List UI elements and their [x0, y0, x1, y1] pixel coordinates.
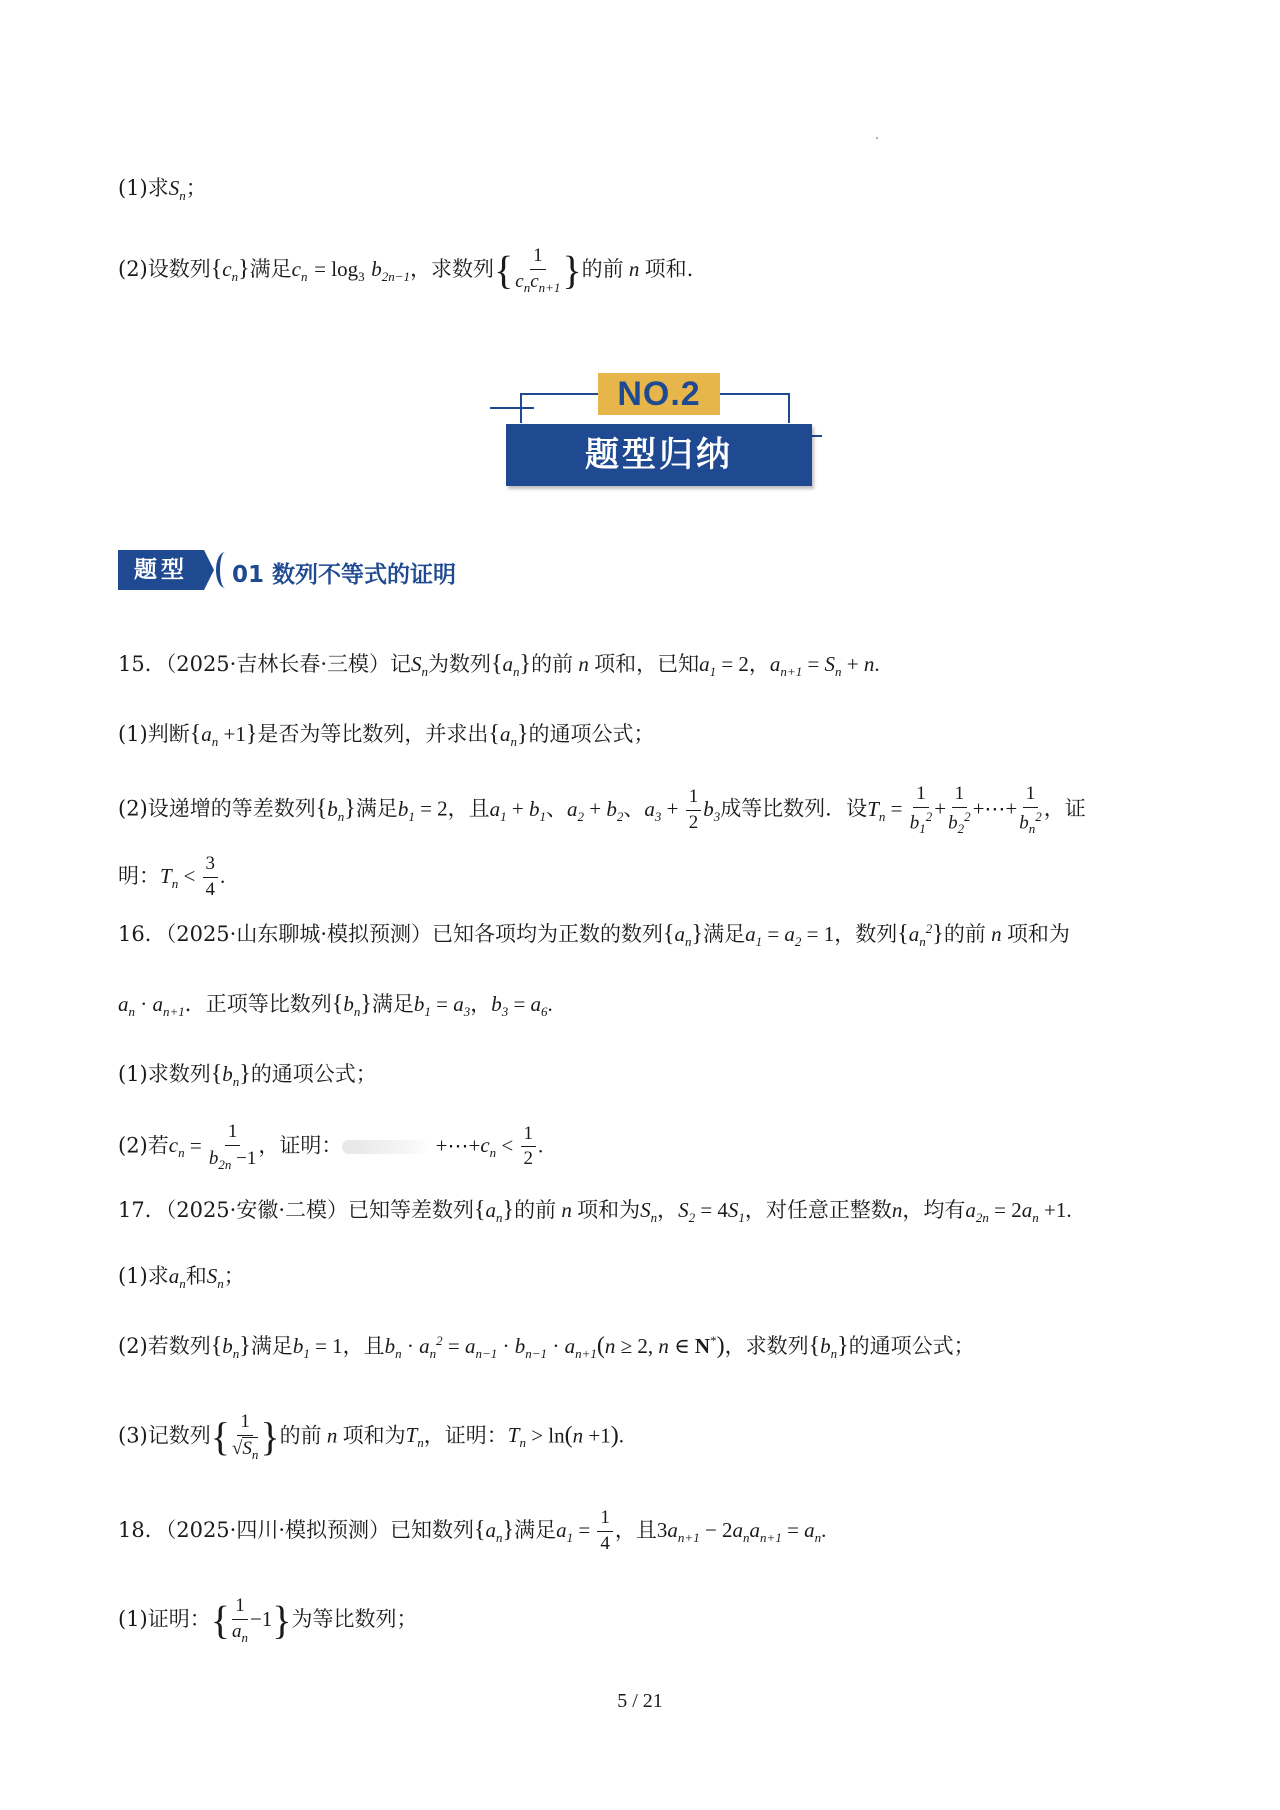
q16-part-2: (2)若$c_n$ = $\frac{1}{b_{2n} -1}$ ，证明： $+\cdots+c_n$ < $\frac{1}{2}$ . — [118, 1121, 544, 1172]
prev-part-1: (1)求$S_n$； — [118, 176, 207, 204]
q15-part-2: (2)设递增的等差数列$\{b_n\}$满足$b_1 = 2$，且$a_1 + b_1$、$a_2 + b_2$、$a_3$ + $\frac{1}{2}$ $b_3$成等比数列．设$T_n$ = $\frac{1}{b_1^2}$ + $\frac{1}{b_2^2}$ +⋯+ $\frac{1}{b_n^2}$ ，证 — [118, 783, 1086, 837]
banner-frame-right — [788, 393, 790, 423]
section-banner — [490, 373, 820, 491]
category-label: 题型 — [118, 550, 204, 590]
q16-stem-cont: $a_n \cdot a_{n+1}$．正项等比数列$\{b_n\}$满足$b_1 = a_3$，$b_3 = a_6$. — [118, 991, 553, 1020]
q15-stem: 15．（2025·吉林长春·三模）记$S_n$为数列$\{a_n\}$的前 n 项和，已知$a_1 = 2$，$a_{n+1} = S_n + n$. — [118, 651, 880, 680]
q17-stem: 17．（2025·安徽·二模）已知等差数列$\{a_n\}$的前 n 项和为$S_n$，$S_2 = 4S_1$，对任意正整数n，均有$a_{2n} = 2a_n +1$. — [118, 1197, 1072, 1226]
q15-part-1: (1)判断$\{a_n +1\}$是否为等比数列，并求出$\{a_n\}$的通项公式； — [118, 721, 655, 750]
q16-stem: 16．（2025·山东聊城·模拟预测）已知各项均为正数的数列$\{a_n\}$满足$a_1 = a_2 = 1$，数列$\{a_n^2\}$的前 n 项和为 — [118, 921, 1070, 950]
section-number: NO.2 — [598, 373, 720, 415]
q16-part-1: (1)求数列$\{b_n\}$的通项公式； — [118, 1061, 377, 1090]
q17-part-1: (1)求$a_n$和$S_n$； — [118, 1264, 245, 1292]
q17-part-3: (3)记数列{ $\frac{1}{√S_n}$ }的前 n 项和为$T_n$，证明：$T_n > \ln(n +1)$. — [118, 1411, 624, 1462]
q15-part-2-cont: 明：$T_n$ < $\frac{3}{4}$ . — [118, 853, 226, 900]
section-title: 题型归纳 — [506, 424, 812, 486]
q18-stem: 18．（2025·四川·模拟预测）已知数列$\{a_n\}$满足$a_1$ = $\frac{1}{4}$ ，且$3a_{n+1} - 2a_na_{n+1} = a_n$. — [118, 1507, 827, 1554]
q18-part-1: (1)证明：{ $\frac{1}{a_n}$ −1}为等比数列； — [118, 1595, 418, 1645]
smudged-text — [342, 1140, 430, 1154]
q17-part-2: (2)若数列$\{b_n\}$满足$b_1 = 1$，且$b_n \cdot a_n^2 = a_{n-1} \cdot b_{n-1} \cdot a_{n+1}(n \ge 2$, n ∈ N*)，求数列$\{b_n\}$的通项公式； — [118, 1333, 975, 1362]
page-number: 5 / 21 — [617, 1690, 663, 1712]
banner-frame-left — [520, 393, 522, 423]
banner-line-left — [490, 407, 534, 409]
speck — [876, 137, 878, 139]
prev-part-2: (2)设数列$\{c_n\}$满足$c_n = \log_3 b_{2n-1}$，求数列{ $\frac{1}{c_nc_{n+1}}$ }的前 n 项和. — [118, 245, 694, 295]
category-notch — [204, 550, 214, 590]
category-title: 01 数列不等式的证明 — [232, 562, 457, 588]
